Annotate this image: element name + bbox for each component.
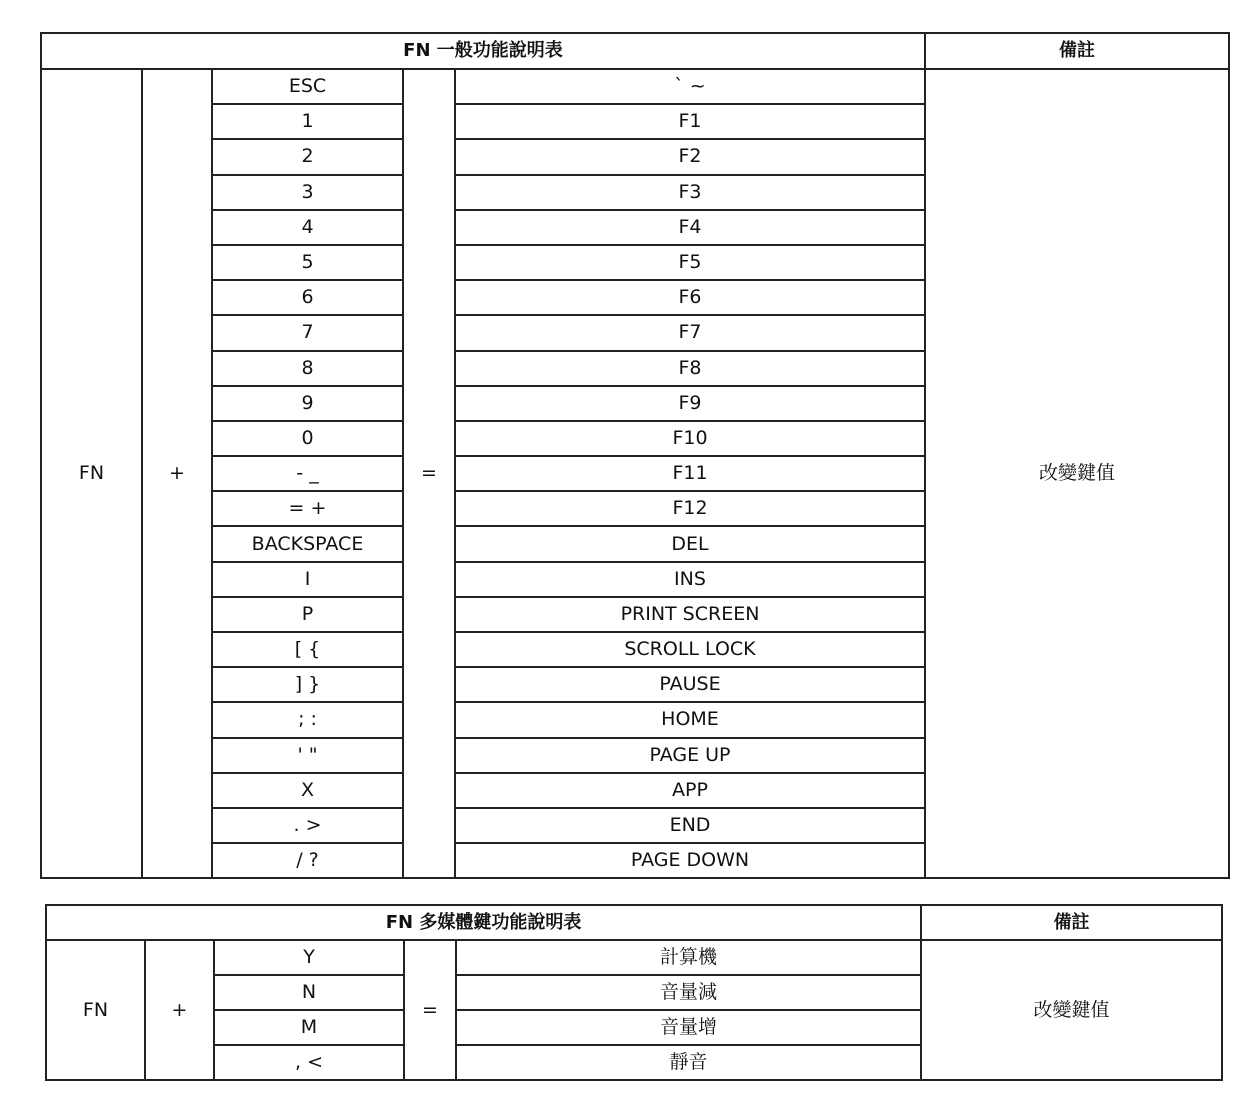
key-cell: I bbox=[212, 562, 403, 597]
equals-sign-cell: = bbox=[404, 940, 456, 1080]
key-cell: 3 bbox=[212, 175, 403, 210]
key-cell: N bbox=[214, 975, 404, 1010]
result-cell: F3 bbox=[455, 175, 925, 210]
result-cell: F12 bbox=[455, 491, 925, 526]
plus-sign-cell: + bbox=[142, 69, 212, 878]
key-cell: 6 bbox=[212, 280, 403, 315]
table-title: FN 多媒體鍵功能說明表 bbox=[46, 905, 921, 940]
table-row bbox=[46, 940, 1222, 975]
key-cell: 5 bbox=[212, 245, 403, 280]
note-cell: 改變鍵值 bbox=[921, 940, 1222, 1080]
key-cell: / ? bbox=[212, 843, 403, 878]
fn-general-function-table bbox=[40, 32, 1230, 879]
result-cell: DEL bbox=[455, 526, 925, 561]
result-cell: F2 bbox=[455, 139, 925, 174]
key-cell: X bbox=[212, 773, 403, 808]
fn-multimedia-function-table bbox=[45, 904, 1223, 1081]
key-cell: ESC bbox=[212, 69, 403, 104]
key-cell: P bbox=[212, 597, 403, 632]
result-cell: SCROLL LOCK bbox=[455, 632, 925, 667]
result-cell: F7 bbox=[455, 315, 925, 350]
key-cell: 0 bbox=[212, 421, 403, 456]
result-cell: PRINT SCREEN bbox=[455, 597, 925, 632]
key-cell: 9 bbox=[212, 386, 403, 421]
key-cell: = + bbox=[212, 491, 403, 526]
fn-modifier-cell: FN bbox=[41, 69, 142, 878]
result-cell: ` ~ bbox=[455, 69, 925, 104]
key-cell: 1 bbox=[212, 104, 403, 139]
result-cell: 靜音 bbox=[456, 1045, 921, 1080]
key-cell: ; : bbox=[212, 702, 403, 737]
result-cell: HOME bbox=[455, 702, 925, 737]
result-cell: INS bbox=[455, 562, 925, 597]
result-cell: PAUSE bbox=[455, 667, 925, 702]
key-cell: - _ bbox=[212, 456, 403, 491]
key-cell: . > bbox=[212, 808, 403, 843]
key-cell: 8 bbox=[212, 351, 403, 386]
plus-sign-cell: + bbox=[145, 940, 214, 1080]
table-row bbox=[41, 69, 1229, 104]
key-cell: BACKSPACE bbox=[212, 526, 403, 561]
result-cell: 音量增 bbox=[456, 1010, 921, 1045]
key-cell: ] } bbox=[212, 667, 403, 702]
equals-sign-cell: = bbox=[403, 69, 455, 878]
result-cell: PAGE DOWN bbox=[455, 843, 925, 878]
result-cell: F9 bbox=[455, 386, 925, 421]
result-cell: F10 bbox=[455, 421, 925, 456]
result-cell: F6 bbox=[455, 280, 925, 315]
result-cell: APP bbox=[455, 773, 925, 808]
table-header-row bbox=[41, 33, 1229, 69]
result-cell: F11 bbox=[455, 456, 925, 491]
fn-modifier-cell: FN bbox=[46, 940, 145, 1080]
key-cell: ' " bbox=[212, 738, 403, 773]
result-cell: END bbox=[455, 808, 925, 843]
key-cell: M bbox=[214, 1010, 404, 1045]
result-cell: 計算機 bbox=[456, 940, 921, 975]
result-cell: F5 bbox=[455, 245, 925, 280]
result-cell: PAGE UP bbox=[455, 738, 925, 773]
key-cell: [ { bbox=[212, 632, 403, 667]
key-cell: Y bbox=[214, 940, 404, 975]
note-header: 備註 bbox=[921, 905, 1222, 940]
key-cell: 4 bbox=[212, 210, 403, 245]
table-title: FN 一般功能說明表 bbox=[41, 33, 925, 69]
table-header-row bbox=[46, 905, 1222, 940]
result-cell: F4 bbox=[455, 210, 925, 245]
key-cell: , < bbox=[214, 1045, 404, 1080]
note-cell: 改變鍵值 bbox=[925, 69, 1229, 878]
note-header: 備註 bbox=[925, 33, 1229, 69]
key-cell: 7 bbox=[212, 315, 403, 350]
result-cell: 音量減 bbox=[456, 975, 921, 1010]
key-cell: 2 bbox=[212, 139, 403, 174]
result-cell: F8 bbox=[455, 351, 925, 386]
result-cell: F1 bbox=[455, 104, 925, 139]
